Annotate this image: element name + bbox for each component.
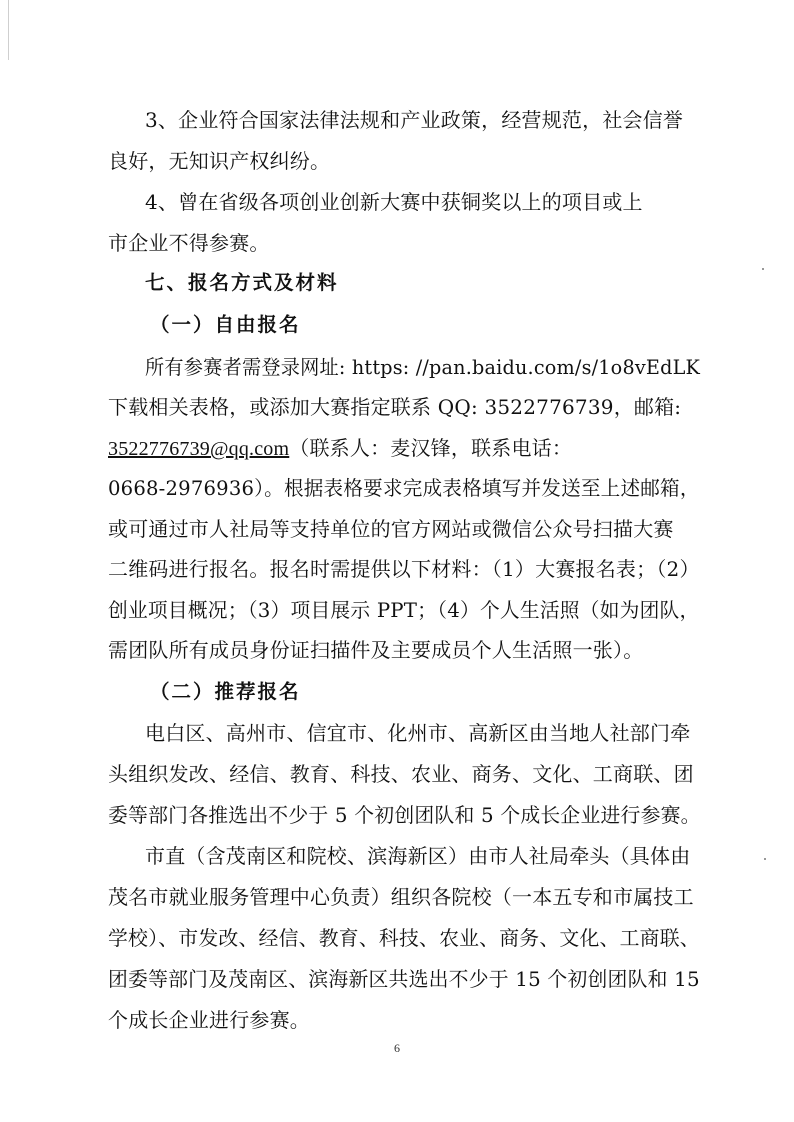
recommend-b-line-1: 市直（含茂南区和院校、滨海新区）由市人社局牵头（具体由 — [145, 844, 691, 868]
contact-text: （联系人：麦汉锋，联系电话： — [289, 436, 573, 460]
paragraph-3-line-1: 3、企业符合国家法律法规和产业政策，经营规范，社会信誉 — [145, 108, 684, 132]
scan-edge — [8, 0, 9, 60]
free-reg-line-2: 下载相关表格，或添加大赛指定联系 QQ: 3522776739，邮箱: — [108, 395, 682, 419]
scan-speck — [764, 858, 766, 860]
recommend-a-line-1: 电白区、高州市、信宜市、化州市、高新区由当地人社部门牵 — [145, 721, 691, 745]
free-reg-line-3 — [108, 435, 572, 462]
recommend-a-line-2: 头组织发改、经信、教育、科技、农业、商务、文化、工商联、团 — [108, 762, 694, 786]
free-reg-line-1: 所有参赛者需登录网址: https: //pan.baidu.com/s/1o8vEdLK — [145, 355, 701, 379]
paragraph-4-line-2: 市企业不得参赛。 — [108, 231, 270, 255]
recommend-b-line-4: 团委等部门及茂南区、滨海新区共选出不少于 15 个初创团队和 15 — [108, 967, 700, 991]
paragraph-4-line-1: 4、曾在省级各项创业创新大赛中获铜奖以上的项目或上 — [145, 190, 643, 214]
recommend-b-line-3: 学校）、市发改、经信、教育、科技、农业、商务、文化、工商联、 — [108, 926, 700, 950]
subsection-heading-free: （一）自由报名 — [150, 313, 301, 336]
free-reg-line-6: 二维码进行报名。报名时需提供以下材料：（1）大赛报名表；（2） — [108, 557, 700, 581]
page-number: 6 — [394, 1041, 400, 1055]
recommend-a-line-3: 委等部门各推选出不少于 5 个初创团队和 5 个成长企业进行参赛。 — [108, 803, 701, 827]
email-link[interactable]: 3522776739@qq.com — [108, 438, 290, 460]
paragraph-3-line-2: 良好，无知识产权纠纷。 — [108, 149, 331, 173]
free-reg-line-4: 0668-2976936）。根据表格要求完成表格填写并发送至上述邮箱， — [108, 476, 700, 500]
section-heading: 七、报名方式及材料 — [145, 271, 339, 294]
free-reg-line-8: 需团队所有成员身份证扫描件及主要成员个人生活照一张）。 — [108, 638, 644, 662]
recommend-b-line-2: 茂名市就业服务管理中心负责）组织各院校（一本五专和市属技工 — [108, 885, 694, 909]
subsection-heading-recommend: （二）推荐报名 — [150, 680, 301, 703]
scan-speck — [762, 268, 764, 270]
free-reg-line-7: 创业项目概况；（3）项目展示 PPT；（4）个人生活照（如为团队， — [108, 598, 700, 622]
recommend-b-line-5: 个成长企业进行参赛。 — [108, 1008, 310, 1032]
free-reg-line-5: 或可通过市人社局等支持单位的官方网站或微信公众号扫描大赛 — [108, 517, 674, 541]
